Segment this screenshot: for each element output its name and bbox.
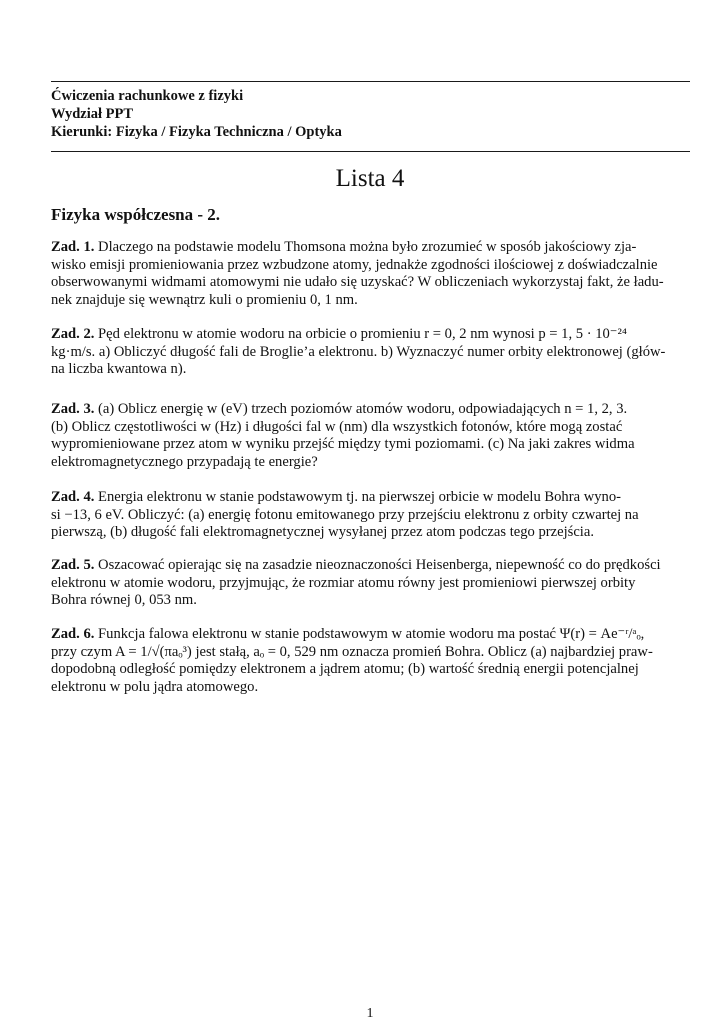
problem-line: [51, 239, 691, 257]
problem-line: [51, 401, 691, 419]
problem-line: [51, 626, 691, 644]
problem-label: Zad. 4.: [51, 489, 95, 505]
header-bottom-rule: [51, 151, 690, 152]
problem-line: [51, 326, 691, 344]
problem-label: Zad. 2.: [51, 326, 95, 342]
section-title: Fizyka współczesna - 2.: [51, 205, 221, 224]
problem-line: si −13, 6 eV. Obliczyć: (a) energię fotonu emitowanego przy przejściu elektronu z orbity czwartej na: [51, 506, 639, 523]
problem-4: [51, 489, 691, 542]
problem-line: [51, 557, 691, 575]
problem-line: [51, 489, 691, 507]
problem-line: elektromagnetycznego przypadają te energie?: [51, 453, 318, 470]
faculty-name: Wydział PPT: [51, 106, 134, 122]
problem-line: dopodobną odległość pomiędzy elektronem a jądrem atomu; (b) wartość średnią energii potencjalnej: [51, 661, 639, 677]
problem-line: elektronu w polu jądra atomowego.: [51, 678, 259, 695]
problem-label: Zad. 6.: [51, 626, 95, 642]
page-title: Lista 4: [335, 165, 405, 192]
problem-text: (a) Oblicz energię w (eV) trzech poziomów atomów wodoru, odpowiadających n = 1, 2, 3.: [98, 401, 628, 417]
problem-text: Energia elektronu w stanie podstawowym tj. na pierwszej orbicie w modelu Bohra wyno-: [98, 489, 621, 505]
problem-line: elektronu w atomie wodoru, przyjmując, że rozmiar atomu równy jest promieniowi pierwszej orbity: [51, 574, 636, 591]
page-number: 1: [366, 1006, 374, 1021]
problem-line: kg·m/s. a) Obliczyć długość fali de Broglie’a elektronu. b) Wyznaczyć numer orbity elektronowej (głów-: [51, 343, 666, 360]
problem-1: [51, 239, 691, 309]
problem-5: [51, 557, 691, 610]
problem-line: wisko emisji promieniowania przez wzbudzone atomy, jednakże zgodności ilościowej z doświadczalnie: [51, 256, 658, 273]
problem-text: Dlaczego na podstawie modelu Thomsona można było zrozumieć w sposób jakościowy zja-: [98, 239, 637, 255]
problem-label: Zad. 3.: [51, 401, 95, 417]
problem-text: Pęd elektronu w atomie wodoru na orbicie o promieniu r = 0, 2 nm wynosi p = 1, 5 · 10⁻²⁴: [98, 326, 627, 342]
problem-line: wypromieniowane przez atom w wyniku przejść między tymi poziomami. (c) Na jaki zakres widma: [51, 436, 635, 452]
course-name: Ćwiczenia rachunkowe z fizyki: [51, 88, 244, 104]
problem-text: Funkcja falowa elektronu w stanie podstawowym w atomie wodoru ma postać Ψ(r) = Ae⁻ʳ/ᵃₒ,: [98, 626, 645, 642]
problem-label: Zad. 5.: [51, 557, 95, 573]
top-rule: [51, 81, 690, 82]
problem-line: pierwszą, (b) długość fali elektromagnetycznej wysyłanej przez atom podczas tego przejścia.: [51, 524, 594, 540]
problem-line: przy czym A = 1/√(πaₒ³) jest stałą, aₒ = 0, 529 nm oznacza promień Bohra. Oblicz (a) najbardziej praw-: [51, 643, 653, 660]
course-header: [51, 87, 690, 141]
problem-line: nek znajduje się wewnątrz kuli o promieniu 0, 1 nm.: [51, 291, 358, 308]
problem-line: (b) Oblicz częstotliwości w (Hz) i długości fal w (nm) dla wszystkich fotonów, które mogą zostać: [51, 418, 623, 435]
problem-2: [51, 326, 691, 379]
problem-label: Zad. 1.: [51, 239, 95, 255]
problem-text: Oszacować opierając się na zasadzie nieoznaczoności Heisenberga, niepewność co do prędkości: [98, 557, 661, 573]
problem-line: Bohra równej 0, 053 nm.: [51, 592, 197, 608]
problem-line: obserwowanymi widmami atomowymi nie udało się uzyskać? W obliczeniach wykorzystaj fakt, że ładu-: [51, 274, 664, 290]
problem-line: na liczba kwantowa n).: [51, 361, 187, 377]
fields-of-study: Kierunki: Fizyka / Fizyka Techniczna / Optyka: [51, 124, 342, 140]
problem-6: [51, 626, 691, 696]
problem-3: [51, 401, 691, 471]
